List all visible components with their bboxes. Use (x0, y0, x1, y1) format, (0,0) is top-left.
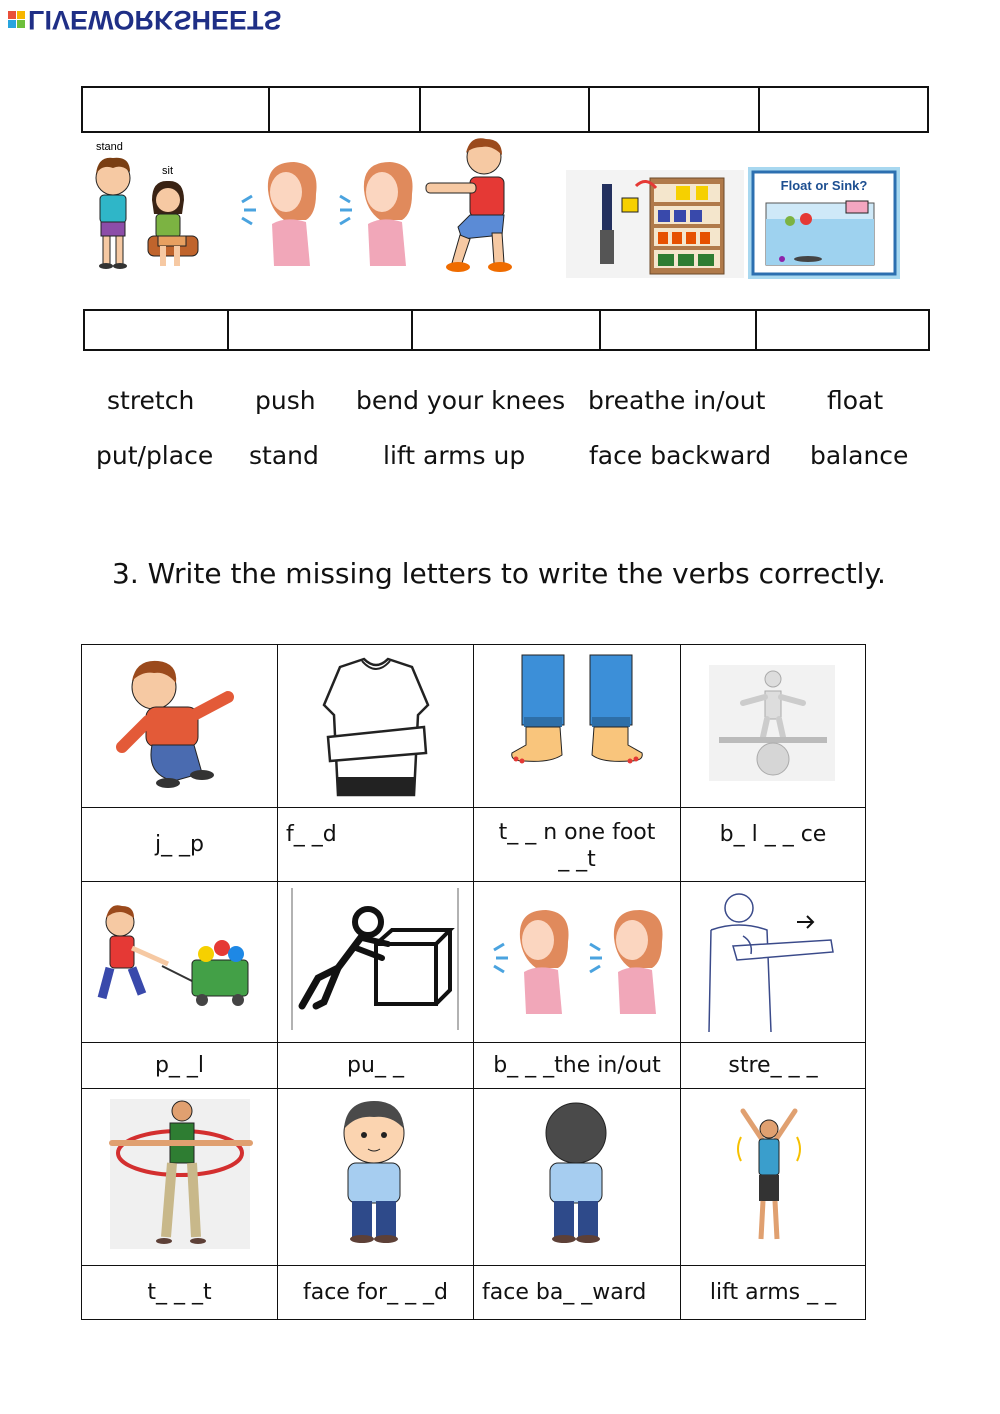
word-bank-item: breathe in/out (588, 386, 766, 415)
answer-input[interactable] (413, 311, 602, 351)
missing-letters-label-line2: _ _t (558, 847, 596, 872)
missing-letters-label: j_ _p (154, 832, 205, 857)
answer-box[interactable] (85, 311, 229, 349)
lift-arms-picture (681, 1089, 866, 1266)
label-cell (278, 1043, 474, 1089)
float-or-sink-picture (748, 167, 900, 279)
exercise-3-instruction: 3. Write the missing letters to write the verbs correctly. (112, 557, 886, 590)
label-cell (474, 1043, 681, 1089)
label-cell (474, 1266, 681, 1320)
breathe-picture (474, 882, 681, 1043)
answer-input[interactable] (590, 88, 762, 133)
answer-input[interactable] (757, 311, 932, 351)
word-bank-item: put/place (96, 441, 214, 470)
answer-box[interactable] (757, 311, 928, 349)
missing-letters-label: b_ _ _the in/out (493, 1053, 661, 1078)
word-bank-item: face backward (589, 441, 772, 470)
label-cell (474, 808, 681, 882)
liveworksheets-logo (8, 4, 282, 34)
label-cell (82, 808, 278, 882)
answer-box[interactable] (413, 311, 600, 349)
balance-picture (681, 645, 866, 808)
twist-picture (82, 1089, 278, 1266)
missing-letters-label: stre_ _ _ (728, 1053, 818, 1078)
stand-sit-picture (86, 138, 211, 278)
answer-box[interactable] (83, 88, 270, 131)
logo-text: LIVEWORKSHEETS (28, 4, 282, 35)
word-bank-item: stretch (107, 386, 195, 415)
face-backward-picture (474, 1089, 681, 1266)
word-bank-item: float (827, 386, 884, 415)
sit-label: sit (162, 165, 173, 177)
missing-letters-table (81, 644, 866, 1320)
tiptoe-feet-picture (474, 645, 681, 808)
label-cell (681, 808, 866, 882)
push-picture (278, 882, 474, 1043)
word-bank-item: lift arms up (383, 441, 526, 470)
breathe-picture (236, 150, 416, 268)
label-cell (82, 1043, 278, 1089)
pull-picture (82, 882, 278, 1043)
answer-input[interactable] (760, 88, 931, 133)
float-or-sink-title: Float or Sink? (780, 178, 868, 193)
answer-box[interactable] (590, 88, 760, 131)
answer-row-bottom (83, 309, 930, 351)
stand-label: stand (96, 141, 123, 153)
missing-letters-label: f_ _d (286, 822, 337, 847)
face-forward-picture (278, 1089, 474, 1266)
word-bank-item: bend your knees (356, 386, 566, 415)
missing-letters-label: b_ l _ _ ce (719, 822, 827, 847)
word-bank-item: stand (249, 441, 319, 470)
answer-input[interactable] (270, 88, 423, 133)
label-cell (278, 1266, 474, 1320)
missing-letters-label: t_ _ _t (147, 1280, 212, 1305)
missing-letters-label: lift arms _ _ (709, 1280, 837, 1305)
missing-letters-label: face for_ _ _d (302, 1280, 449, 1305)
label-cell (82, 1266, 278, 1320)
label-cell (681, 1266, 866, 1320)
answer-input[interactable] (229, 311, 415, 351)
missing-letters-label: t_ _ n one foot (498, 820, 656, 845)
answer-input[interactable] (601, 311, 759, 351)
answer-box[interactable] (601, 311, 757, 349)
answer-input[interactable] (421, 88, 592, 133)
jump-picture (82, 645, 278, 808)
answer-input[interactable] (85, 311, 231, 351)
label-cell (681, 1043, 866, 1089)
answer-input[interactable] (83, 88, 272, 133)
answer-box[interactable] (229, 311, 413, 349)
fold-arms-picture (278, 645, 474, 808)
bend-knees-picture (422, 135, 537, 280)
word-bank-item: push (255, 386, 316, 415)
stretch-picture (681, 882, 866, 1043)
answer-box[interactable] (760, 88, 927, 131)
answer-box[interactable] (421, 88, 590, 131)
answer-row-top (81, 86, 929, 133)
label-cell (278, 808, 474, 882)
logo-blocks-icon (8, 11, 25, 28)
word-bank-item: balance (810, 441, 909, 470)
answer-box[interactable] (270, 88, 421, 131)
put-place-picture (566, 170, 744, 278)
missing-letters-label: p_ _l (154, 1053, 205, 1078)
missing-letters-label: pu_ _ (347, 1053, 404, 1078)
missing-letters-label: face ba_ _ward (482, 1280, 647, 1305)
